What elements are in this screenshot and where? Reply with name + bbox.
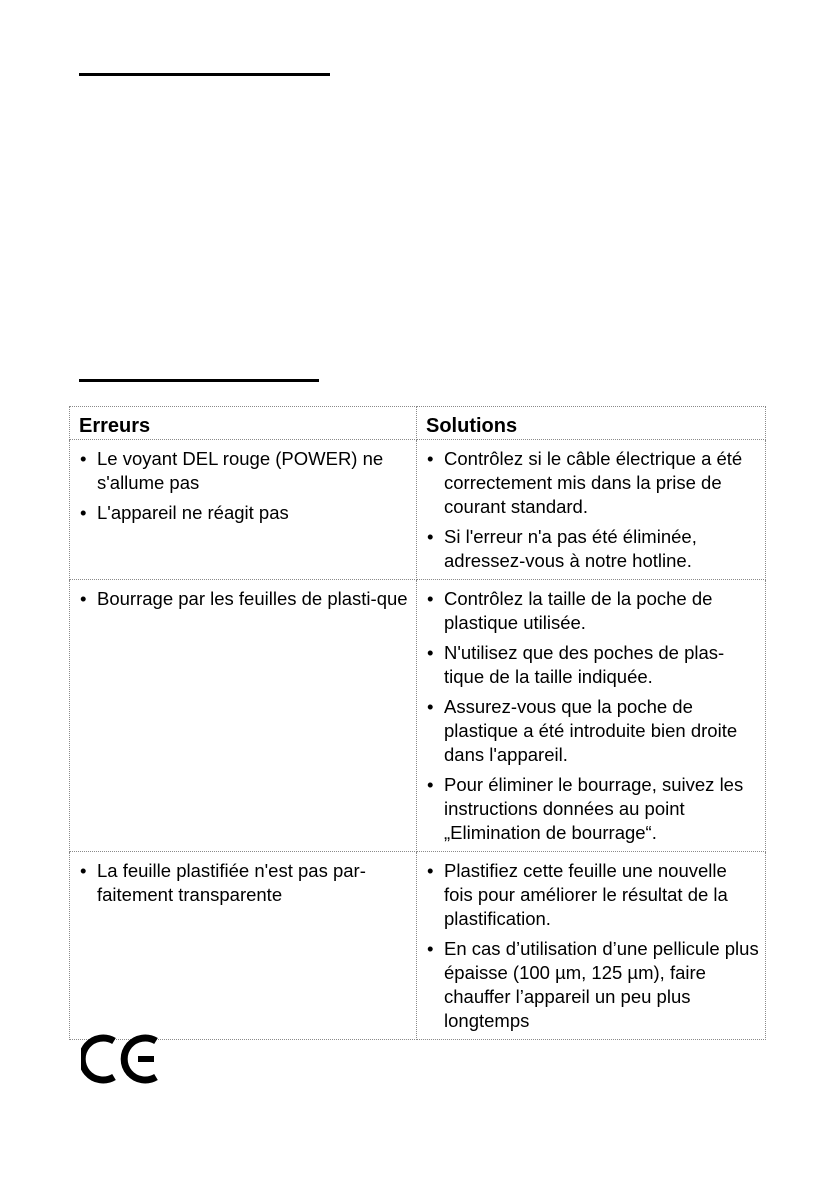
error-item: • L'appareil ne réagit pas [80,501,410,525]
solution-item: • Pour éliminer le bourrage, suivez les instructions données au point „Elimination de bourrage“. [427,773,759,845]
troubleshooting-table [69,406,766,1040]
solution-item: • Si l'erreur n'a pas été éliminée, adressez-vous à notre hotline. [427,525,759,573]
table-row [70,440,766,580]
section-divider-top [79,73,330,76]
error-item: • La feuille plastifiée n'est pas par-faitement transparente [80,859,410,907]
solution-item: • Plastifiez cette feuille une nouvelle fois pour améliorer le résultat de la plastification. [427,859,759,931]
solution-item: • Contrôlez si le câble électrique a été correctement mis dans la prise de courant standard. [427,447,759,519]
solution-item: • Contrôlez la taille de la poche de plastique utilisée. [427,587,759,635]
table-row [70,580,766,852]
solution-item: • N'utilisez que des poches de plas-tique de la taille indiquée. [427,641,759,689]
section-divider-troubleshooting [79,379,319,382]
errors-cell [70,440,417,580]
error-item: • Le voyant DEL rouge (POWER) ne s'allume pas [80,447,410,495]
errors-header: Erreurs [70,407,417,440]
table-row [70,852,766,1040]
solutions-header: Solutions [417,407,766,440]
solutions-cell [417,580,766,852]
ce-mark-icon [81,1031,159,1092]
error-item: • Bourrage par les feuilles de plasti-que [80,587,410,611]
errors-cell [70,580,417,852]
table-header-row [70,407,766,440]
solution-item: • En cas d’utilisation d’une pellicule plus épaisse (100 µm, 125 µm), faire chauffer l’appareil un peu plus longtemps [427,937,759,1033]
solutions-cell [417,852,766,1040]
solution-item: • Assurez-vous que la poche de plastique a été introduite bien droite dans l'appareil. [427,695,759,767]
errors-cell [70,852,417,1040]
solutions-cell [417,440,766,580]
